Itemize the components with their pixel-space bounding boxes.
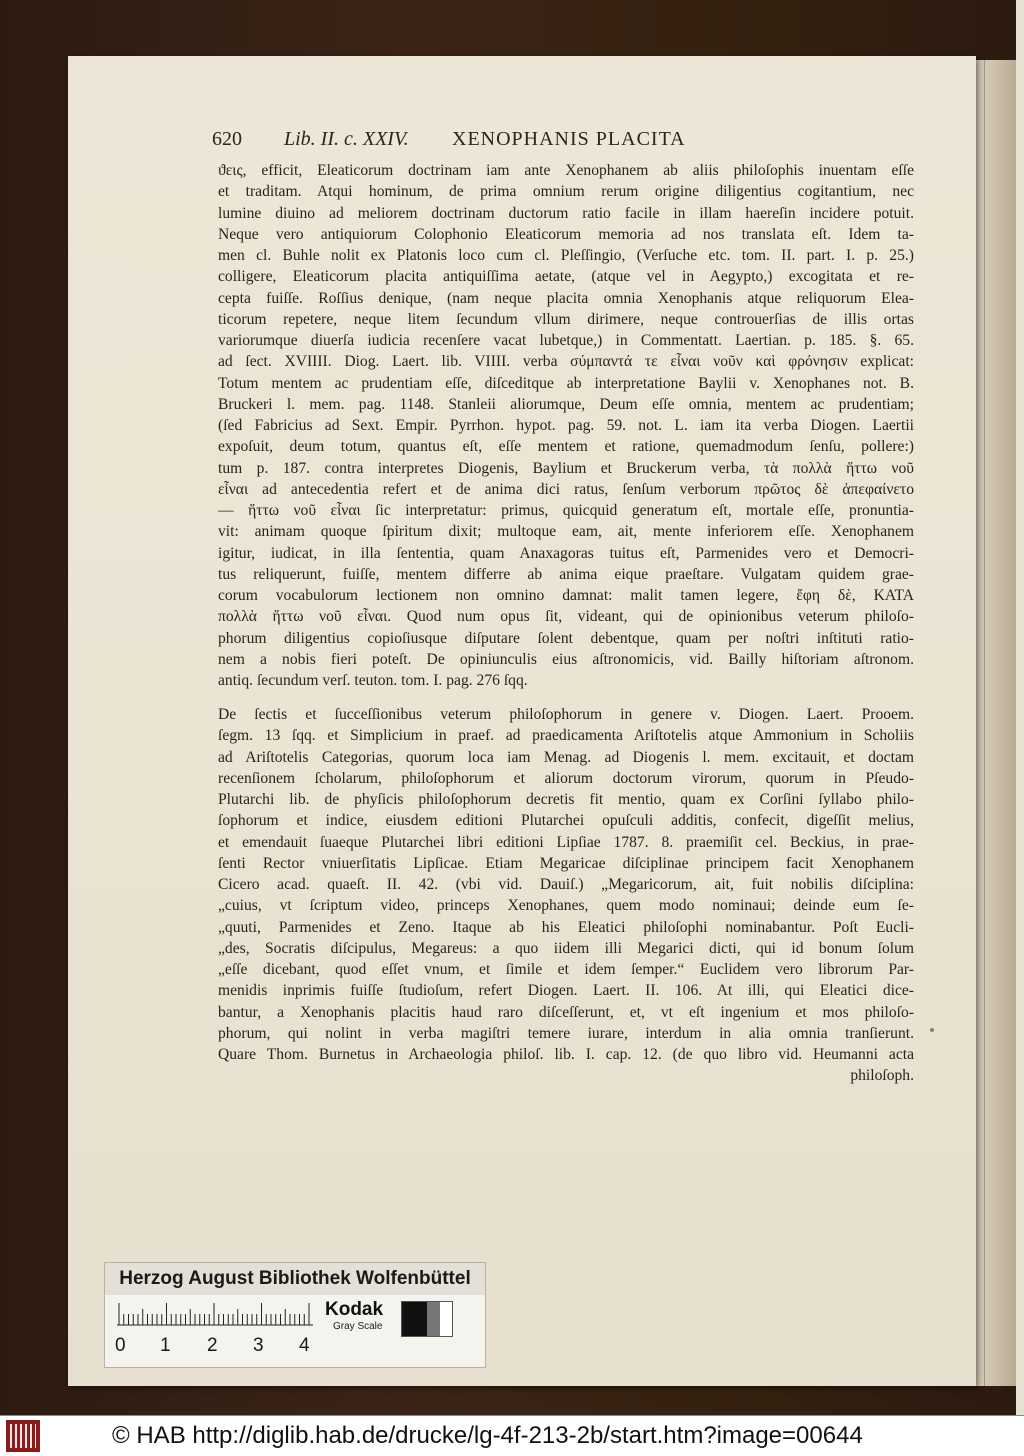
text-line: ſenti Rector vniuerſitatis Lipſicae. Etiam Megaricae diſciplinae principem facit Xenophanem bbox=[218, 854, 914, 872]
text-line: colligere, Eleaticorum placita antiquiſſima aetate, (atque vel in Aegypto,) excogitata et re- bbox=[218, 268, 914, 286]
text-line: men cl. Buhle nolit ex Platonis loco cum cl. Pleſſingio, (Verſuche etc. tom. II. part. I. p. 25.) bbox=[218, 247, 914, 264]
text-line: igitur, iudicat, in illa ſententia, quam Anaxagoras tuitus eſt, Parmenides vero et Democri- bbox=[218, 544, 914, 562]
ruler-number: 1 bbox=[160, 1335, 171, 1356]
text-line: et traditam. Atqui hominum, de prima omnium rerum origine diligentius cogitantium, nec bbox=[218, 183, 914, 201]
text-line: ϑεις, efficit, Eleaticorum doctrinam iam ante Xenophanem ab aliis philoſophis inuentam eſſe bbox=[218, 162, 914, 179]
text-line: vit: animam quoque ſpiritum dixit; multoque eam, ait, mente inferiorem eſſe. Xenophanem bbox=[218, 523, 914, 541]
text-line: „quuti, Parmenides et Zeno. Itaque ab his Eleatici philoſophi nominabantur. Poſt Eucli- bbox=[218, 918, 914, 936]
page-header bbox=[212, 128, 912, 158]
scan-right-strip bbox=[1016, 0, 1024, 1415]
text-line: „eſſe dicebant, quod eſſet vnum, et ſimile et idem ſemper.“ Euclidem vero librorum Par- bbox=[218, 961, 914, 978]
text-line: (ſed Fabricius ad Sext. Empir. Pyrrhon. hypot. pag. 59. not. L. iam ita verba Diogen. Laertii bbox=[218, 417, 914, 434]
ruler-number: 2 bbox=[207, 1335, 218, 1356]
text-line: ad ſect. XVIIII. Diog. Laert. lib. VIIII. verba σύμπαντά τε εἶναι νοῦν καὶ φρόνησιν explicat: bbox=[218, 353, 914, 371]
text-line: lumine diuino ad meliorem doctrinam ductorum ratio facile in illam haereſin incidere potuit. bbox=[218, 204, 914, 222]
text-line: philoſoph. bbox=[850, 1067, 914, 1085]
text-line: cepta fuiſſe. Roſſius denique, (nam neque placita omnia Xenophanis atque reliquorum Elea- bbox=[218, 289, 914, 307]
paragraph-1 bbox=[218, 160, 914, 691]
text-line: phorum, qui nolint in verba magiſtri temere iurare, interdum in alia omnia tranſierunt. bbox=[218, 1024, 914, 1042]
text-line: Quare Thom. Burnetus in Archaeologia philoſ. lib. I. cap. 12. (de quo libro vid. Heumanni acta bbox=[218, 1046, 914, 1063]
book-reference: Lib. II. c. XXIV. bbox=[284, 128, 409, 150]
text-line: ticorum repetere, neque litem ſecundum vllum dirimere, neque controuerſias de illis ortas bbox=[218, 310, 914, 328]
ruler-scale bbox=[117, 1301, 317, 1327]
text-line: menidis inprimis fuiſſe ſtudioſum, refert Diogen. Laert. II. 106. At illi, qui Eleatici dice- bbox=[218, 982, 914, 1000]
ruler-number: 3 bbox=[253, 1335, 264, 1356]
text-line: tum p. 187. contra interpretes Diogenis, Baylium et Bruckerum verba, τὰ πολλὰ ἥττω νοῦ bbox=[218, 459, 914, 477]
text-line: Totum mentem ac prudentiam eſſe, diſceditque ab interpretatione Baylii v. Xenophanes not. B. bbox=[218, 374, 914, 392]
ruler-numbers bbox=[115, 1335, 325, 1361]
text-line: nem a nobis fieri poteſt. De opiniunculis eius aſtronomicis, vid. Bailly hiſtoriam aſtronom. bbox=[218, 650, 914, 668]
running-title: XENOPHANIS PLACITA bbox=[452, 128, 686, 150]
ruler-number: 4 bbox=[299, 1335, 310, 1356]
text-line: Bruckeri l. mem. pag. 1148. Stanleii aliorumque, Deum eſſe omnia, mentem ac prudentiam; bbox=[218, 395, 914, 413]
text-line: πολλὰ ἥττω νοῦ εἶναι. Quod num opus ſit, videant, qui de opinionibus veterum philoſo- bbox=[218, 608, 914, 626]
text-line: „des, Socratis diſcipulus, Megareus: a quo iidem illi Megarici dicti, qui id bonum ſolum bbox=[218, 939, 914, 957]
text-line: Neque vero antiquiorum Colophonio Eleaticorum memoria ad nos translata eſt. Idem ta- bbox=[218, 225, 914, 243]
text-line: De ſectis et ſucceſſionibus veterum philoſophorum in genere v. Diogen. Laert. Prooem. bbox=[218, 706, 914, 723]
text-line: ſegm. 13 ſqq. et Simplicium in praef. ad praedicamenta Ariſtotelis atque Ammonium in Scholiis bbox=[218, 727, 914, 745]
library-name: Herzog August Bibliothek Wolfenbüttel bbox=[105, 1263, 485, 1295]
kodak-logo: Kodak bbox=[325, 1299, 384, 1320]
text-line: expoſuit, deum totum, quantus eſt, eſſe mentem et ratione, quemadmodum ſenſu, pollere:) bbox=[218, 438, 914, 456]
text-line: ad Ariſtotelis Categorias, quorum loca iam Menag. ad Diogenis l. mem. excitauit, et doctam bbox=[218, 748, 914, 766]
text-line: bantur, a Xenophanis placitis haud raro diſceſſerunt, et, vt eſt ingenium et mos philoſo- bbox=[218, 1003, 914, 1021]
ruler-number: 0 bbox=[115, 1335, 126, 1356]
text-line: εἶναι ad antecedentia refert et de anima dici ratus, ſenſum verborum πρῶτος δὲ ἀπεφαίνετο bbox=[218, 480, 914, 498]
library-label-card bbox=[104, 1262, 486, 1368]
text-line: phorum diligentius copioſiusque diſputare ſolent debentque, quam per noſtri inſtituti ratio- bbox=[218, 629, 914, 647]
hab-logo-icon bbox=[6, 1420, 40, 1452]
page-number: 620 bbox=[212, 128, 242, 150]
gray-scale-label: Gray Scale bbox=[333, 1321, 383, 1332]
text-line: et emendauit ſuaeque Plutarchei libri editioni Lipſiae 1787. 8. praemiſit cel. Beckius, in prae- bbox=[218, 833, 914, 851]
gray-scale-swatches bbox=[401, 1301, 453, 1337]
text-line: corum vocabulorum lectionem non omnino damnat: malit tamen legere, ἔφη δὲ, ΚΑΤΑ bbox=[218, 587, 914, 604]
text-line: tus reliquerunt, fuiſſe, mentem differre ab anima eique praeſtare. Vulgatam quidem grae- bbox=[218, 565, 914, 583]
page-edge bbox=[976, 60, 1016, 1386]
margin-dot bbox=[930, 1028, 934, 1032]
text-line: — ἥττω νοῦ εἶναι ſic interpretatur: primus, quicquid generatum eſt, mortale eſſe, pronuntia- bbox=[218, 502, 914, 519]
text-line: Cicero acad. quaeſt. II. 42. (vbi vid. Dauiſ.) „Megaricorum, ait, fuit nobilis diſciplina: bbox=[218, 876, 914, 893]
text-line: Plutarchi lib. de phyſicis philoſophorum decretis fit mentio, quam ex Corſini ſyllabo philo- bbox=[218, 791, 914, 808]
text-line: recenſionem ſcholarum, philoſophorum et aliorum doctorum virorum, quorum in Pſeudo- bbox=[218, 769, 914, 787]
text-line: „cuius, vt ſcriptum video, princeps Xenophanes, quem modo nominaui; deinde eum ſe- bbox=[218, 897, 914, 915]
paragraph-2 bbox=[218, 704, 914, 1087]
text-line: variorumque diuerſa iudicia recenſere vacat lubetque,) in Commentatt. Laertian. p. 185. §. 65. bbox=[218, 332, 914, 349]
text-line: antiq. ſecundum verſ. teuton. tom. I. pag. 276 ſqq. bbox=[218, 672, 528, 689]
footer-bar bbox=[0, 1415, 1024, 1456]
text-line: ſophorum et indice, eiusdem editioni Plutarchei opuſculi additis, confecit, digeſſit melius, bbox=[218, 812, 914, 830]
footer-url[interactable]: © HAB http://diglib.hab.de/drucke/lg-4f-213-2b/start.htm?image=00644 bbox=[112, 1422, 863, 1449]
